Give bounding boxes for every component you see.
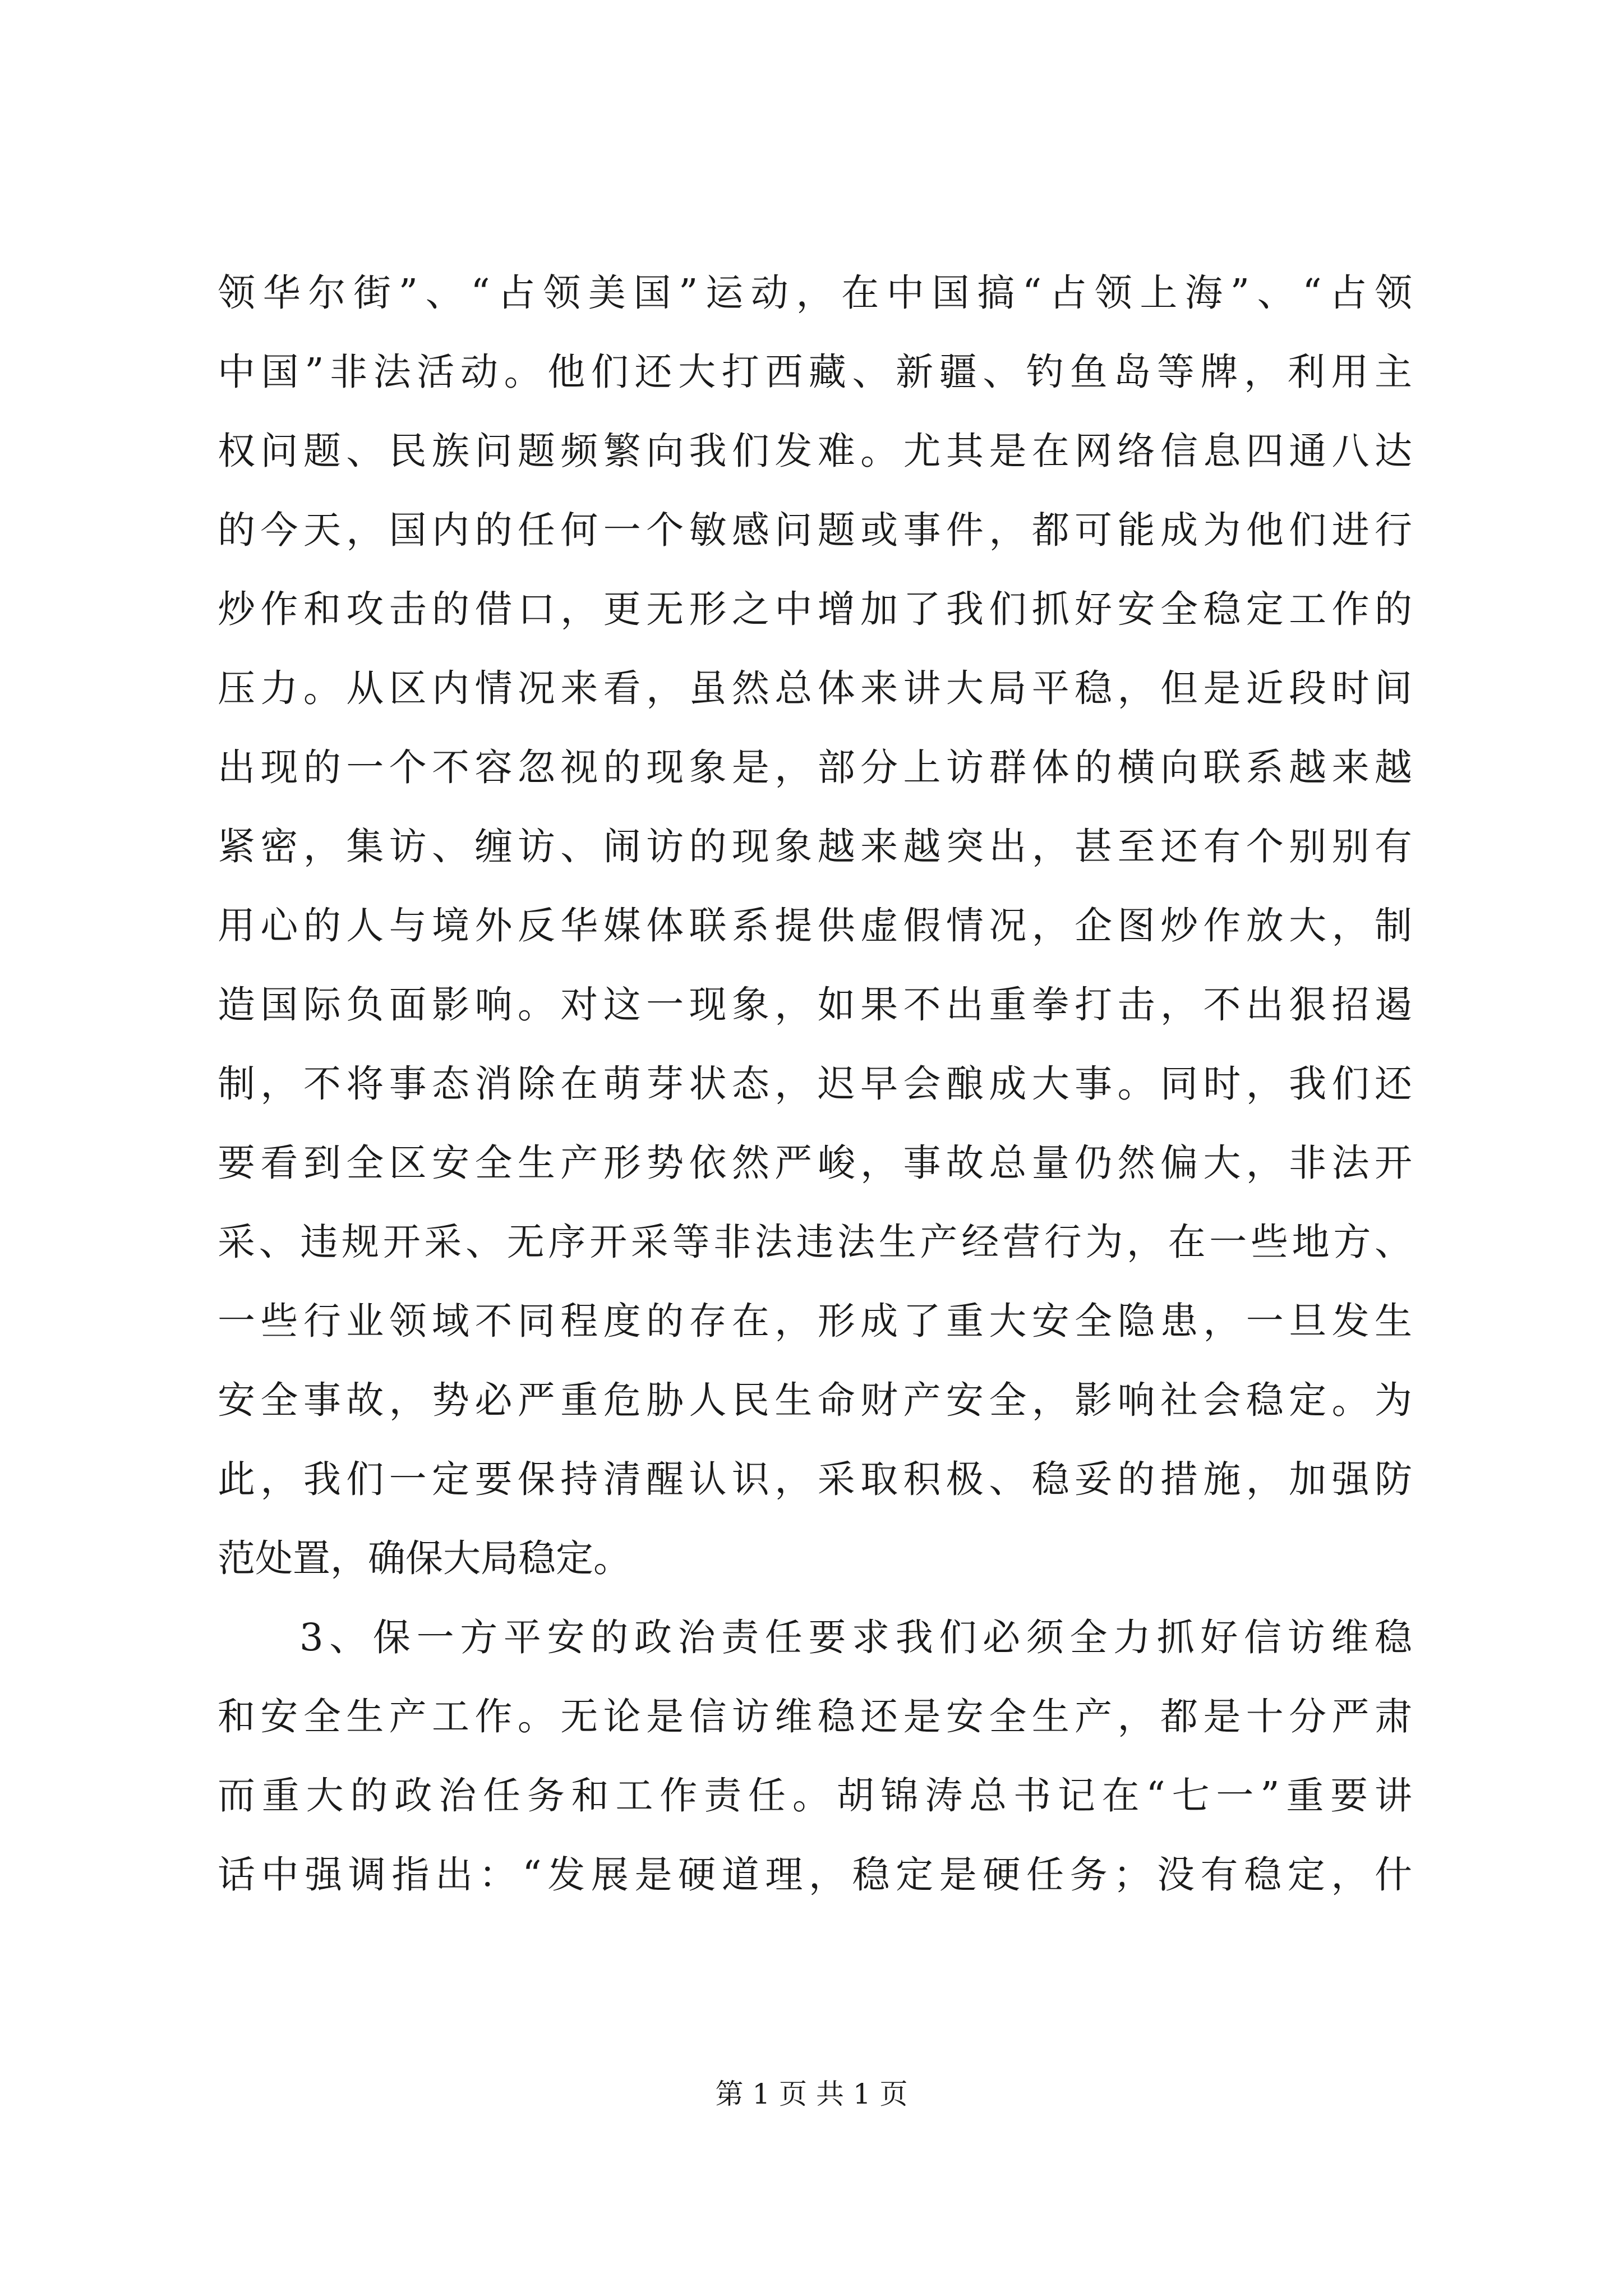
text-line: 3、保一方平安的政治责任要求我们必须全力抓好信访维稳 (299, 1616, 1412, 1659)
text-line: 一些行业领域不同程度的存在，形成了重大安全隐患，一旦发生 (218, 1299, 1412, 1343)
text-line: 采、违规开采、无序开采等非法违法生产经营行为，在一些地方、 (218, 1220, 1412, 1264)
body-text (218, 254, 1412, 1915)
text-line: 的今天，国内的任何一个敏感问题或事件，都可能成为他们进行 (218, 508, 1412, 552)
text-line: 出现的一个不容忽视的现象是，部分上访群体的横向联系越来越 (218, 746, 1412, 789)
text-line: 此，我们一定要保持清醒认识，采取积极、稳妥的措施，加强防 (218, 1457, 1412, 1501)
text-line: 制，不将事态消除在萌芽状态，迟早会酿成大事。同时，我们还 (218, 1062, 1412, 1106)
text-line: 安全事故，势必严重危胁人民生命财产安全，影响社会稳定。为 (218, 1378, 1412, 1422)
text-line: 领华尔街”、“占领美国”运动，在中国搞“占领上海”、“占领 (218, 271, 1412, 315)
text-line: 中国”非法活动。他们还大打西藏、新疆、钓鱼岛等牌，利用主 (218, 350, 1412, 394)
page-number-label: 第 1 页 共 1 页 (715, 2078, 908, 2110)
text-line: 权问题、民族问题频繁向我们发难。尤其是在网络信息四通八达 (218, 429, 1412, 473)
text-line: 而重大的政治任务和工作责任。胡锦涛总书记在“七一”重要讲 (218, 1774, 1412, 1818)
text-line: 范处置，确保大局稳定。 (218, 1536, 631, 1580)
text-line: 和安全生产工作。无论是信访维稳还是安全生产，都是十分严肃 (218, 1695, 1412, 1738)
text-line: 炒作和攻击的借口，更无形之中增加了我们抓好安全稳定工作的 (218, 587, 1412, 631)
text-line: 压力。从区内情况来看，虽然总体来讲大局平稳，但是近段时间 (218, 666, 1412, 710)
text-line: 造国际负面影响。对这一现象，如果不出重拳打击，不出狠招遏 (218, 983, 1412, 1027)
text-line: 用心的人与境外反华媒体联系提供虚假情况，企图炒作放大，制 (218, 904, 1412, 947)
text-line: 紧密，集访、缠访、闹访的现象越来越突出，甚至还有个别别有 (218, 825, 1412, 868)
text-line: 话中强调指出：“发展是硬道理，稳定是硬任务；没有稳定，什 (218, 1853, 1412, 1897)
page-footer (0, 2074, 1623, 2114)
paragraph-1 (218, 254, 1412, 1598)
paragraph-2 (218, 1598, 1412, 1915)
text-line: 要看到全区安全生产形势依然严峻，事故总量仍然偏大，非法开 (218, 1141, 1412, 1185)
